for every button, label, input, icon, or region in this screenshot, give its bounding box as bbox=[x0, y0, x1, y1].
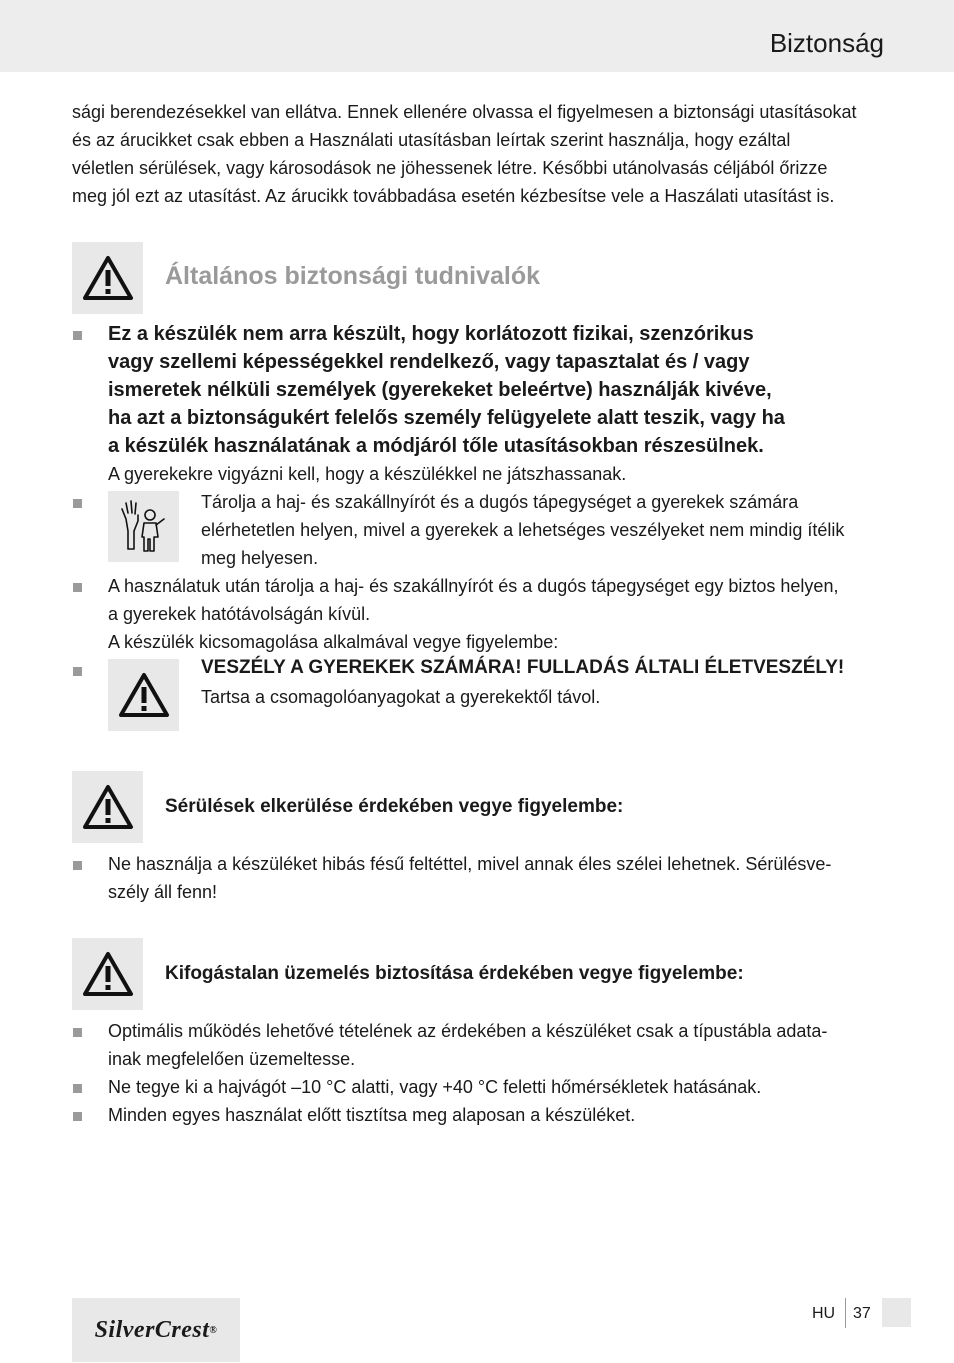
general-item2-line2: elérhetetlen helyen, mivel a gyerekek a lehetséges veszélyeket nem mindig ítélik bbox=[201, 520, 845, 540]
general-item3-note: A készülék kicsomagolása alkalmával vegye figyelembe: bbox=[108, 632, 559, 652]
footer-box bbox=[882, 1298, 911, 1327]
bullet bbox=[73, 667, 82, 676]
injury-item1-line1: Ne használja a készüléket hibás fésű feltéttel, mivel annak éles szélei lehetnek. Sérülésve- bbox=[108, 854, 832, 874]
injury-item1-line2: szély áll fenn! bbox=[108, 882, 218, 902]
language-code: HU bbox=[812, 1305, 836, 1322]
bullet bbox=[73, 331, 82, 340]
warning-triangle-icon bbox=[82, 951, 134, 997]
general-item3-line1: A használatuk után tárolja a haj- és szakállnyírót és a dugós tápegységet egy biztos helyen, bbox=[108, 576, 839, 596]
operation-item1-line2: inak megfelelően üzemeltesse. bbox=[108, 1049, 356, 1069]
bullet bbox=[73, 861, 82, 870]
general-item1-line5: a készülék használatának a módjáról tőle utasításokban részesülnek. bbox=[108, 435, 764, 457]
intro-line-2: és az árucikket csak ebben a Használati utasításban leírtak szerint használja, hogy ezáltal bbox=[72, 130, 791, 150]
general-item2-line3: meg helyesen. bbox=[201, 548, 319, 568]
warning-triangle-icon bbox=[118, 672, 170, 718]
general-item1-line1: Ez a készülék nem arra készült, hogy korlátozott fizikai, szenzórikus bbox=[108, 323, 754, 345]
general-item4-danger: VESZÉLY A GYEREKEK SZÁMÁRA! FULLADÁS ÁLTALI ÉLETVESZÉLY! bbox=[201, 657, 845, 678]
operation-item1-line1: Optimális működés lehetővé tételének az érdekében a készüléket csak a típustábla adata- bbox=[108, 1021, 828, 1041]
warning-box bbox=[72, 938, 143, 1010]
bullet bbox=[73, 1084, 82, 1093]
intro-line-3: véletlen sérülések, vagy károsodások ne jöhessenek létre. Későbbi utánolvasás céljából őrizze bbox=[72, 158, 828, 178]
general-item1-line3: ismeretek nélküli személyek (gyerekeket beleértve) használják kivéve, bbox=[108, 379, 772, 401]
child-protection-icon bbox=[108, 491, 179, 562]
general-item1-line4: ha azt a biztonságukért felelős személy felügyelete alatt teszik, vagy ha bbox=[108, 407, 785, 429]
general-item2-line1: Tárolja a haj- és szakállnyírót és a dugós tápegységet a gyerekek számára bbox=[201, 492, 799, 512]
warning-box bbox=[72, 242, 143, 314]
bullet bbox=[73, 1028, 82, 1037]
bullet bbox=[73, 499, 82, 508]
footer-divider bbox=[845, 1298, 846, 1328]
warning-box bbox=[72, 771, 143, 843]
warning-triangle-icon bbox=[82, 784, 134, 830]
operation-item3: Minden egyes használat előtt tisztítsa meg alaposan a készüléket. bbox=[108, 1105, 636, 1125]
general-item4-text: Tartsa a csomagolóanyagokat a gyerekektől távol. bbox=[201, 687, 601, 707]
section-title-injury: Sérülések elkerülése érdekében vegye figyelembe: bbox=[165, 796, 624, 817]
page-title: Biztonság bbox=[769, 28, 884, 58]
warning-box-small bbox=[108, 659, 179, 731]
brand-name: SilverCrest bbox=[94, 1316, 210, 1343]
page-number: 37 bbox=[853, 1305, 871, 1322]
brand-logo bbox=[72, 1298, 240, 1362]
general-item1-line2: vagy szellemi képességekkel rendelkező, vagy tapasztalat és / vagy bbox=[108, 351, 750, 373]
intro-line-4: meg jól ezt az utasítást. Az árucikk továbbadása esetén kézbesítse vele a Haszálati utasítást is. bbox=[72, 186, 835, 206]
bullet bbox=[73, 583, 82, 592]
operation-item2: Ne tegye ki a hajvágót –10 °C alatti, vagy +40 °C feletti hőmérsékletek hatásának. bbox=[108, 1077, 762, 1097]
intro-line-1: sági berendezésekkel van ellátva. Ennek ellenére olvassa el figyelmesen a biztonsági utasításokat bbox=[72, 102, 857, 122]
bullet bbox=[73, 1112, 82, 1121]
section-title-operation: Kifogástalan üzemelés biztosítása érdekében vegye figyelembe: bbox=[165, 963, 744, 984]
section-title-general: Általános biztonsági tudnivalók bbox=[165, 262, 541, 290]
general-item3-line2: a gyerekek hatótávolságán kívül. bbox=[108, 604, 371, 624]
general-item1-note: A gyerekekre vigyázni kell, hogy a készülékkel ne játszhassanak. bbox=[108, 464, 627, 484]
warning-triangle-icon bbox=[82, 255, 134, 301]
brand-mark: ® bbox=[209, 1324, 218, 1336]
